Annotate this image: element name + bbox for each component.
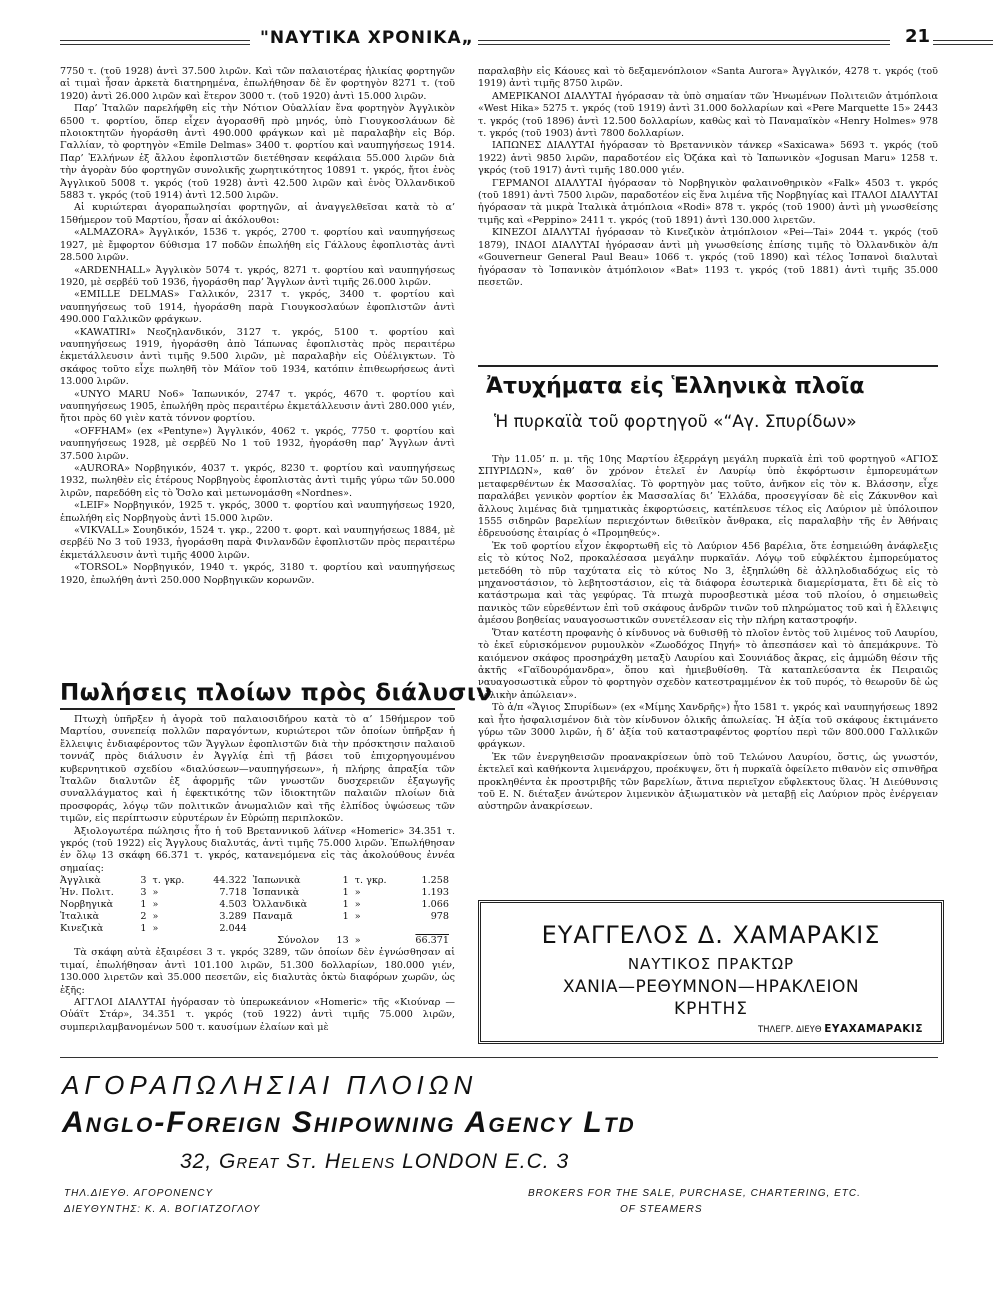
stats-cell: »	[152, 899, 159, 911]
paragraph: Τὰ σκάφη αὐτὰ ἐξαιρέσει 3 τ. γκρός 3289, τῶν ὁποίων δὲν ἐγνώσθησαν αἱ τιμαί, ἐπωλήθησαν ἀντὶ 101.100 λιρῶν, 51.300 δολλαρίων, 180.000 γιέν, 130.000 λιρετῶν καὶ 35.000 πεσετῶν, εἰς διαλυτὰς ὀκτὼ διαφόρων χωρῶν, ὡς ἑξῆς:	[60, 947, 455, 996]
paragraph: «LEIF» Νορβηγικόν, 1925 τ. γκρός, 3000 τ. φορτίου καὶ ναυπηγήσεως 1920, ἐπωλήθη εἰς Νορβηγοὺς ἀντὶ 15.000 λιρῶν.	[60, 500, 455, 524]
paragraph: Αἱ κυριώτεραι ἀγοραπωλησίαι φορτηγῶν, αἱ ἀναγγελθεῖσαι κατὰ τὸ α’ 15θήμερον τοῦ Μαρτίου, ἦσαν αἱ ἀκόλουθοι:	[60, 202, 455, 226]
sales-section-text	[60, 714, 455, 1034]
paragraph: 7750 τ. (τοῦ 1928) ἀντὶ 37.500 λιρῶν. Καὶ τῶν παλαιοτέρας ἡλικίας φορτηγῶν αἱ τιμαὶ ἦσαν ἀρκετὰ διατηρημένα, ἐπωλήθησαν δὲ ἕν φορτηγὸν 8271 τ. (τοῦ 1920) ἀντὶ 26.000 λιρῶν καὶ ἕτερον 3000 τ. (τοῦ 1920) ἀντὶ 15.000 λιρῶν.	[60, 66, 455, 102]
journal-title: "ΝΑΥΤΙΚΑ ΧΡΟΝΙΚΑ„	[260, 28, 474, 48]
stats-cell: »	[354, 911, 361, 923]
stats-cell: 1	[342, 899, 349, 911]
header-rule	[933, 44, 993, 45]
stats-cell: 1.193	[421, 887, 449, 899]
ad-services: OF STEAMERS	[620, 1204, 703, 1215]
stats-cell: 3	[140, 875, 147, 887]
total-count: 13	[336, 935, 349, 947]
stats-cell	[329, 923, 355, 935]
paragraph: ΑΓΓΛΟΙ ΔΙΑΛΥΤΑΙ ἠγόρασαν τὸ ὑπερωκεάνιον «Homeric» τῆς «Κιούναρ — Οὐάϊτ Στάρ», 34.351 τ. γκρός (τοῦ 1922) ἀντὶ τιμῆς 75.000 λιρῶν, συμπεριλαμβανομένων 500 τ. καυσίμων ἐλαίων καὶ μὲ	[60, 996, 455, 1033]
paragraph: ΑΜΕΡΙΚΑΝΟΙ ΔΙΑΛΥΤΑΙ ἠγόρασαν τὰ ὑπὸ σημαίαν τῶν Ἡνωμένων Πολιτειῶν ἀτμόπλοια «West Hika» 5275 τ. γκρός (τοῦ 1919) ἀντὶ 31.000 δολλαρίων καὶ «Pere Marquette 15» 2443 τ. γκρός (τοῦ 1896) ἀντὶ 12.500 δολλαρίων, καθὼς καὶ τὸ Παναμαϊκὸν «Henry Holmes» 978 τ. γκρός (τοῦ 1903) ἀντὶ 7800 δολλαρίων.	[478, 90, 938, 140]
article-subheading: Ἡ πυρκαϊὰ τοῦ φορτηγοῦ «“Αγ. Σπυρίδων»	[494, 412, 857, 432]
stats-cell: 1.066	[421, 899, 449, 911]
ad-services: BROKERS FOR THE SALE, PURCHASE, CHARTERING, ETC.	[528, 1188, 861, 1199]
stats-row	[60, 887, 455, 899]
left-column-text	[60, 66, 455, 587]
bottom-advertisement	[60, 1057, 938, 1220]
paragraph: Ἐκ τοῦ φορτίου εἶχον ἐκφορτωθῆ εἰς τὸ Λαύριον 456 βαρέλια, ὅτε ἐσημειώθη ἀνάφλεξις εἰς τὸ κύτος No2, προκαλέσασα μεγάλην πυρκαϊάν. Λόγῳ τοῦ εὐφλέκτου ἐμπορεύματος μετεδόθη τὸ πῦρ ταχύτατα εἰς τὸ κύτος No 3, ἐξηπλώθη δὲ ἀλληλοδιαδόχως εἰς τὸ μηχανοστάσιον, τὸ λεβητοστάσιον, εἰς τὰ διάφορα ἐσωτερικὰ διαμερίσματα, ἔτι δὲ εἰς τὸ κατάστρωμα καὶ τὰς γεφύρας. Τὰ πτωχὰ πυροσβεστικὰ μέσα τοῦ πλοίου, ὁ σημειωθεὶς πανικὸς τῶν εὑρεθέντων ἐπὶ τοῦ σκάφους ἀνδρῶν τινῶν τοῦ πληρώματος τοῦ καὶ ἡ ἔλλειψις ἀμέσου βοηθείας ναυαγοσωστικῶν συνετέλεσαν εἰς τὴν πλήρη καταστροφήν.	[478, 540, 938, 627]
section-heading-accidents: Ἀτυχήματα εἰς Ἑλληνικὰ πλοῖα	[486, 374, 865, 399]
header-rule	[933, 40, 993, 41]
paragraph: Ὅταν κατέστη προφανὴς ὁ κίνδυνος νὰ 6υθισθῇ τὸ πλοῖον ἐντὸς τοῦ λιμένος τοῦ Λαυρίου, τὸ ἐκεῖ εὑρισκόμενον ρυμουλκὸν «Ζωοδόχος Πηγή» τὸ ἀπεσπάσεν καὶ τὸ ἀπεμάκρυνε. Τὸ καιόμενον σκάφος προσηράχθη μεταξὺ Λαυρίου καὶ Σουνιάδος ἄκρας, εἰς ἀμμώδη θέσιν τῆς ἀκτῆς «Γαϊδουρόμανδρα», ὅπου καὶ ἡμιεβυθίσθη. Τὰ καταπλεύσαντα ἐκ Πειραιῶς ναυαγοσωστικὰ εὗρον τὸ φορτηγὸν σχεδὸν κατεστραμμένον ἐκ τοῦ πυρός, τὸ θεωροῦν δὲ ὡς «ὁλικὴν ἀπώλειαν».	[478, 627, 938, 701]
stats-cell: 1.258	[421, 875, 449, 887]
paragraph: Ἐκ τῶν ἐνεργηθεισῶν προανακρίσεων ὑπὸ τοῦ Τελώνου Λαυρίου, ὅστις, ὡς γνωστόν, ἐκτελεῖ καὶ καθήκοντα λιμενάρχου, προέκυψεν, ὅτι ἡ πυρκαϊὰ ὀφείλετο πιθανὸν εἰς σπινθῆρα προκληθέντα ἐκ προστριβῆς τῶν βαρελίων, ἅτινα περιεῖχον εὔφλεκτους ὕλας. Ἡ Διεύθυνσις τοῦ Ε. Ν. διέταξεν ἀνώτερον λιμενικὸν ἀξιωματικὸν νὰ μεταβῇ εἰς Λαύριον πρὸς ἐνέργειαν αὐστηρῶν ἀνακρίσεων.	[478, 751, 938, 813]
ad-address: 32, Great St. Helens LONDON E.C. 3	[180, 1150, 570, 1173]
stats-cell: 3	[140, 887, 147, 899]
stats-row	[60, 911, 455, 923]
header-rule	[478, 40, 890, 41]
ad-telegraph: ΤΗΛ.ΔΙΕΥΘ. ΑΓΟΡΟΝΕΝCΥ	[64, 1188, 214, 1199]
stats-cell: 1	[342, 911, 349, 923]
stats-cell: 44.322	[213, 875, 247, 887]
paragraph: Πτωχὴ ὑπῆρξεν ἡ ἀγορὰ τοῦ παλαιοσιδήρου κατὰ τὸ α’ 15θήμερον τοῦ Μαρτίου, συνεπείᾳ πολλῶν παραγόντων, κυριώτεροι τῶν ὁποίων ὑπῆρξαν ἡ ἔλλειψις ἐνδιαφέροντος τῶν Ἄγγλων ἐφοπλιστῶν διὰ τὴν πρόσκτησιν παλαιοῦ τοννάζ πρὸς διάλυσιν ἐν Ἀγγλίᾳ ἐπὶ τῇ βάσει τοῦ ἐπιχορηγουμένου κυβερνητικοῦ σχεδίου «διαλύσεων—ναυπηγήσεων», ἡ πλήρης ἀπραξία τῶν Ἰταλῶν διαλυτῶν ἐξ ἀφορμῆς τῶν γνωστῶν δυσχερειῶν ἐξαγωγῆς συναλλάγματος καὶ ἡ ἐφεκτικότης τῶν ἰδιοκτητῶν παλαιῶν πλοίων διὰ προσφοράς, λόγῳ τῶν πολιτικῶν ἀνωμαλιῶν καὶ τῆς ἐλπίδος ὑψώσεως τῶν τιμῶν, εἰς περίπτωσιν εὐρυτέρων ἐν Εὐρώπῃ περιπλοκῶν.	[60, 714, 455, 825]
ad-region: ΚΡΗΤΗΣ	[673, 999, 749, 1019]
stats-cell: »	[354, 899, 361, 911]
stats-cell: Νορβηγικὰ	[60, 899, 114, 911]
stats-cell: 7.718	[219, 887, 247, 899]
paragraph: «KAWATIRI» Νεοζηλανδικόν, 3127 τ. γκρός, 5100 τ. φορτίου καὶ ναυπηγήσεως 1919, ἠγοράσθη ἀπὸ Ἰάπωνας ἐφοπλιστὰς πρὸς περαιτέρω ἐκμετάλλευσιν ἀντὶ τιμῆς 9.500 λιρῶν, μὲ παραλαβὴν εἰς Οὐέλιγκτων. Τὸ σκάφος τοῦτο εἶχε πωληθῆ τὸν Μάϊον τοῦ 1934, κατόπιν ἐπιθεωρήσεως ἀντὶ 13.000 λιρῶν.	[60, 326, 455, 388]
ad-cities: ΧΑΝΙΑ—ΡΕΘΥΜΝΟΝ—ΗΡΑΚΛΕΙΟΝ	[562, 977, 860, 997]
stats-row	[60, 923, 455, 935]
paragraph: ΚΙΝΕΖΟΙ ΔΙΑΛΥΤΑΙ ἠγόρασαν τὸ Κινεζικὸν ἀτμόπλοιον «Pei—Tai» 2044 τ. γκρός (τοῦ 1879), ΙΝΔΟΙ ΔΙΑΛΥΤΑΙ ἠγόρασαν ἀντὶ μὴ γνωσθείσης ἐπίσης τιμῆς τὸ Ὀλλανδικὸν ἀ/π «Gouverneur General Paul Beau» 1066 τ. γκρός (τοῦ 1890) καὶ τέλος Ἰσπανοὶ διαλυταὶ ἠγόρασαν τὸ Ἰσπανικὸν ἀτμόπλοιον «Bat» 1193 τ. γκρός (τοῦ 1881) ἀντὶ τιμῆς 35.000 πεσετῶν.	[478, 227, 938, 288]
page-header	[60, 22, 940, 52]
paragraph: Τὴν 11.05’ π. μ. τῆς 10ης Μαρτίου ἐξερράγη μεγάλη πυρκαϊὰ ἐπὶ τοῦ φορτηγοῦ «ΑΓΙΟΣ ΣΠΥΡΙΔΩΝ», καθ’ ὃν χρόνον ἐτελεῖ ἐν Λαυρίῳ ὑπὸ ἐκφόρτωσιν ἐμπορευμάτων μεταφερθέντων ἐκ Μασσαλίας. Τὸ φορτηγὸν μας τοῦτο, ἀνῆκον εἰς τὸν κ. Βλάσσην, εἶχε παραλάβει γενικὸν φορτίον ἐκ Μασσαλίας δι’ Ἑλλάδα, προσεγγίσαν δὲ εἰς Ζάκυνθον καὶ ἄλλους λιμένας διὰ τμηματικὰς ἐκφορτώσεις, κατέπλευσε τέλος εἰς Λαύριον μὲ ὑπόλοιπον 1555 σιδηρῶν βαρελίων περιεχόντων διθειϊκὸν ἄνθρακα, εἰς παραλαβὴν τῆς ἐν Ἀθήναις ἑδρευούσης ἑταιρίας ὁ «Προμηθεύς».	[478, 454, 938, 540]
ad-tel-value: ΕΥΑΧΑΜΑΡΑΚΙΣ	[824, 1023, 923, 1035]
stats-cell: 4.503	[219, 899, 247, 911]
stats-cell: 2	[140, 911, 147, 923]
ad-tel-label: ΤΗΛΕΓΡ. ΔΙΕΥΘ	[757, 1025, 822, 1035]
paragraph: «ALMAZORA» Ἀγγλικόν, 1536 τ. γκρός, 2700 τ. φορτίου καὶ ναυπηγήσεως 1927, μὲ ἔμφορτον 6ύθισμα 17 ποδῶν ἐπωλήθη εἰς Γάλλους ἐφοπλιστὰς ἀντὶ 28.500 λιρῶν.	[60, 227, 455, 264]
paragraph: «UNYO MARU No6» Ἰαπωνικόν, 2747 τ. γκρός, 4670 τ. φορτίου καὶ ναυπηγήσεως 1905, ἐπωλήθη πρὸς περαιτέρω ἐκμετάλλευσιν ἀντὶ 280.000 γιέν, ἤτοι πρὸς 60 γιὲν κατὰ τόννον φορτίου.	[60, 388, 455, 425]
paragraph: Ἀξιολογωτέρα πώλησις ἦτο ἡ τοῦ Βρεταννικοῦ λάϊνερ «Homeric» 34.351 τ. γκρός (τοῦ 1922) εἰς Ἄγγλους διαλυτάς, ἀντὶ τιμῆς 75.000 λιρῶν. Ἐπωλήθησαν ἐν ὅλῳ 13 σκάφη 66.371 τ. γκρός, κατανεμόμενα εἰς τὰς ἀκολούθους ἐννέα σημαίας:	[60, 825, 455, 874]
accidents-text	[478, 454, 938, 814]
flag-stats-table	[60, 875, 455, 947]
stats-total-row	[60, 935, 455, 947]
stats-cell	[355, 923, 400, 935]
stats-cell	[399, 923, 455, 935]
total-value: 66.371	[415, 935, 449, 947]
paragraph: παραλαβὴν εἰς Κάουες καὶ τὸ δεξαμενόπλοιον «Santa Aurora» Ἀγγλικόν, 4278 τ. γκρός (τοῦ 1919) ἀντὶ τιμῆς 8750 λιρῶν.	[478, 66, 938, 90]
stats-cell: 1	[140, 923, 147, 935]
stats-cell: τ. γκρ.	[152, 875, 185, 887]
ad-headline: ΑΓΟΡΑΠΩΛΗΣΙΑΙ ΠΛΟΙΩΝ	[62, 1070, 478, 1100]
section-heading-sales: Πωλήσεις πλοίων πρὸς διάλυσιν	[60, 680, 493, 706]
stats-cell: 2.044	[219, 923, 247, 935]
agent-advertisement	[478, 900, 944, 1044]
stats-cell: 3.289	[219, 911, 247, 923]
paragraph: «ARDENHALL» Ἀγγλικὸν 5074 τ. γκρός, 8271 τ. φορτίου καὶ ναυπηγήσεως 1920, μὲ σερβέϋ τοῦ 1936, ἠγοράσθη παρ’ Ἄγγλων ἀντὶ τιμῆς 26.000 λιρῶν.	[60, 264, 455, 288]
stats-cell: »	[152, 911, 159, 923]
stats-cell: 1	[342, 887, 349, 899]
paragraph: «TORSOL» Νορβηγικόν, 1940 τ. γκρός, 3180 τ. φορτίου καὶ ναυπηγήσεως 1920, ἐπωλήθη ἀντὶ 250.000 Νορβηγικῶν κορωνῶν.	[60, 562, 455, 586]
paragraph: «AURORA» Νορβηγικόν, 4037 τ. γκρός, 8230 τ. φορτίου καὶ ναυπηγήσεως 1932, πωληθὲν εἰς ἑτέρους Νορβηγοὺς ἐφοπλιστὰς ἀντὶ τιμῆς γύρω τῶν 50.000 λιρῶν, παρεδόθη εἰς τὸ Ὄσλο καὶ μετωνομάσθη «Nordnes».	[60, 463, 455, 499]
stats-cell: Ὀλλανδικὰ	[252, 899, 308, 911]
stats-cell: Ἀγγλικὰ	[60, 875, 101, 887]
stats-row	[60, 899, 455, 911]
stats-cell: Κινεζικὰ	[60, 923, 104, 935]
paragraph: «VIKVALL» Σουηδικόν, 1524 τ. γκρ., 2200 τ. φορτ. καὶ ναυπηγήσεως 1884, μὲ σερβέϋ No 3 τοῦ 1933, ἠγοράσθη παρὰ Φινλανδῶν ἐφοπλιστῶν πρὸς περαιτέρω ἐκμετάλλευσιν ἀντὶ τιμῆς 4000 λιρῶν.	[60, 525, 455, 561]
paragraph: Τὸ ἀ/π «Ἅγιος Σπυρίδων» (ex «Μίμης Χανδρῆς») ἦτο 1581 τ. γκρός καὶ ναυπηγήσεως 1892 καὶ ἦτο ἠσφαλισμένον διὰ τὸν κίνδυνον ὁλικῆς ἀπωλείας. Ἡ ἀξία τοῦ σκάφους ἐκτιμάνετο γύρω τῶν 3000 λιρῶν, ἡ δ’ ἀξία τοῦ καταστραφέντος φορτίου περὶ τῶν 800.000 Γαλλικῶν φράγκων.	[478, 702, 938, 751]
stats-cell: Ἰαπωνικὰ	[252, 875, 301, 887]
stats-cell: »	[152, 923, 159, 935]
stats-cell: Ἰσπανικὰ	[252, 887, 300, 899]
stats-cell: 978	[430, 911, 449, 923]
stats-cell: »	[354, 887, 361, 899]
stats-row	[60, 875, 455, 887]
ad-director: ΔΙΕΥΘΥΝΤΗΣ: Κ. Α. ΒΟΓΙΑΤΖΟΓΛΟΥ	[64, 1204, 261, 1215]
paragraph: ΙΑΠΩΝΕΣ ΔΙΑΛΥΤΑΙ ἠγόρασαν τὸ Βρεταννικὸν τάνκερ «Saxicawa» 5693 τ. γκρός (τοῦ 1922) ἀντὶ 9850 λιρῶν, παραδοτέον εἰς Ὀζάκα καὶ τὸ Ἰαπωνικὸν «Jogusan Maru» 1258 τ. γκρός (τοῦ 1917) ἀντὶ τιμῆς 180.000 γιέν.	[478, 140, 938, 177]
paragraph: «EMILLE DELMAS» Γαλλικόν, 2317 τ. γκρός, 3400 τ. φορτίου καὶ ναυπηγήσεως τοῦ 1914, ἠγοράσθη παρὰ Γιουγκοσλαύων ἐφοπλιστῶν ἀντὶ 490.000 Γαλλικῶν φράγκων.	[60, 289, 455, 326]
stats-cell: Παναμᾶ	[252, 911, 293, 923]
paragraph: Παρ’ Ἰταλῶν παρελήφθη εἰς τὴν Νότιον Οὐαλλίαν ἕνα φορτηγὸν Ἀγγλικὸν 6500 τ. φορτίου, ὅπερ εἶχεν ἀγορασθῆ πρὸ μηνός, ὑπὸ Γιουγκοσλάυων δὲ πλοιοκτητῶν ἠγοράσθη ἀντὶ 490.000 φράγκων καὶ μὲ παραλαβὴν εἰς Βόρ. Γαλλίαν, τὸ φορτηγὸν «Emile Delmas» 3400 τ. φορτίου καὶ ναυπηγήσεως 1914. Παρ’ Ἑλλήνων ἐξ ἄλλου ἐφοπλιστῶν διετέθησαν κεφάλαια 55.000 λιρῶν διὰ τὴν ἀγορὰν δύο φορτηγῶν συνολικῆς χωρητικότητος 10891 τ. γκρός, ἤτοι ἑνὸς Ἀγγλικοῦ 5008 τ. γκρός (τοῦ 1928) ἀντὶ 42.500 λιρῶν καὶ ἑνὸς Ὀλλανδικοῦ 5883 τ. γκρός (τοῦ 1914) ἀντὶ 12.500 λιρῶν.	[60, 103, 455, 202]
ad-telegraph	[758, 1023, 923, 1035]
paragraph: «OFFHAM» (ex «Pentyne») Ἀγγλικόν, 4062 τ. γκρός, 7750 τ. φορτίου καὶ ναυπηγήσεως 1928, μὲ σερβέϋ No 1 τοῦ 1932, ἠγοράσθη παρ’ Ἄγγλων ἀντὶ 37.500 λιρῶν.	[60, 425, 455, 462]
stats-cell: Ἡν. Πολιτ.	[60, 887, 114, 899]
stats-cell: Ἰταλικὰ	[60, 911, 100, 923]
page-number: 21	[905, 26, 931, 47]
ad-company: Anglo-Foreign Shipowning Agency Ltd	[62, 1106, 636, 1139]
total-unit: »	[354, 935, 361, 947]
stats-cell	[253, 923, 329, 935]
header-rule	[60, 40, 250, 41]
stats-cell: 1	[342, 875, 349, 887]
ad-role: ΝΑΥΤΙΚΟΣ ΠΡΑΚΤΩΡ	[627, 955, 795, 973]
ad-name: ΕΥΑΓΓΕΛΟΣ Δ. ΧΑΜΑΡΑΚΙΣ	[541, 921, 881, 949]
header-rule	[478, 44, 890, 45]
right-column-text	[478, 66, 938, 289]
paragraph: ΓΕΡΜΑΝΟΙ ΔΙΑΛΥΤΑΙ ἠγόρασαν τὸ Νορβηγικὸν φαλαινοθηρικὸν «Falk» 4503 τ. γκρός (τοῦ 1891) ἀντὶ 7500 λιρῶν, παραδοτέον εἰς ἕνα λιμένα τῆς Νορβηγίας καὶ ΙΤΑΛΟΙ ΔΙΑΛΥΤΑΙ ἠγόρασαν τὰ μικρὰ Ἰταλικὰ ἀτμόπλοια «Rodi» 878 τ. γκρός (τοῦ 1900) ἀντὶ μὴ γνωσθείσης τιμῆς καὶ «Peppino» 2411 τ. γκρός (τοῦ 1891) ἀντὶ 130.000 λιρετῶν.	[478, 177, 938, 226]
section-rule	[478, 365, 938, 367]
stats-cell: »	[152, 887, 159, 899]
header-rule	[60, 44, 250, 45]
stats-cell: 1	[140, 899, 147, 911]
total-label: Σύνολον	[277, 935, 320, 947]
section-rule	[60, 708, 455, 710]
stats-cell: τ. γκρ.	[354, 875, 387, 887]
